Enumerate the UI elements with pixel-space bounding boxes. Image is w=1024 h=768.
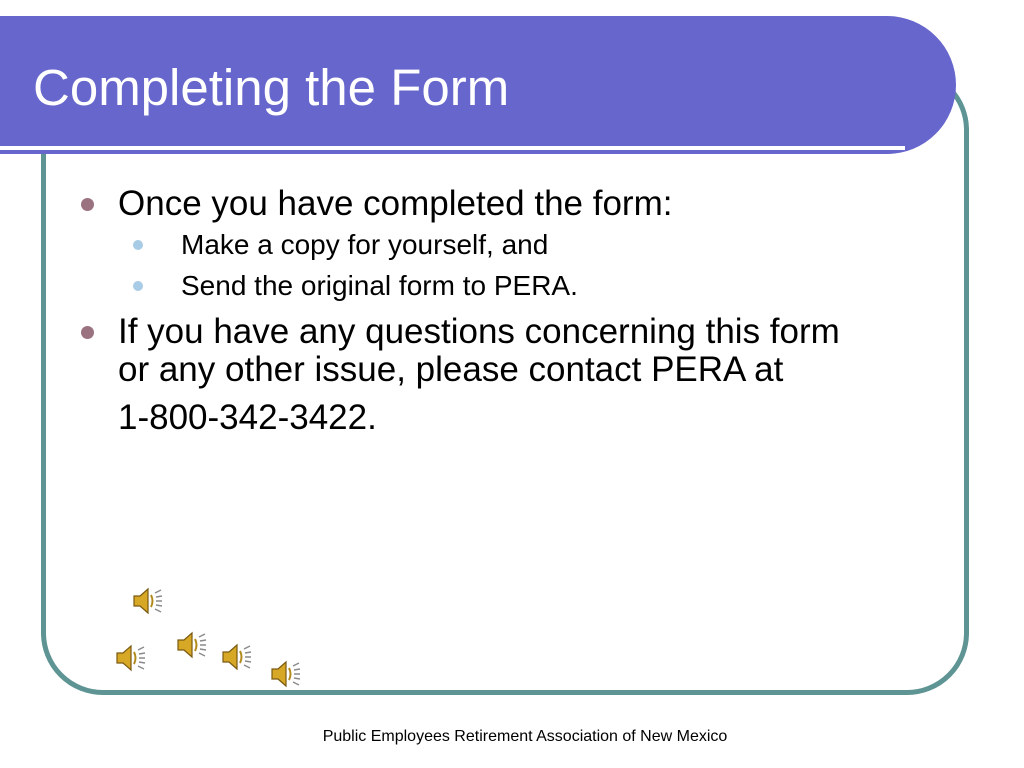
bullet-text: Once you have completed the form: [118, 184, 673, 223]
title-underline [0, 146, 905, 150]
speaker-icon[interactable] [219, 640, 253, 674]
bullet-dot [81, 198, 94, 211]
bullet-dot [81, 326, 94, 339]
speaker-icon[interactable] [268, 657, 302, 691]
bullet-text-line: If you have any questions concerning this form [118, 312, 840, 351]
sub-bullet-dot [133, 281, 143, 291]
speaker-icon[interactable] [113, 641, 147, 675]
speaker-icon[interactable] [174, 628, 208, 662]
slide-title: Completing the Form [33, 59, 510, 116]
bullet-text-line: or any other issue, please contact PERA at [118, 350, 784, 389]
sub-bullet-text: Send the original form to PERA. [181, 270, 578, 301]
phone-number: 1-800-342-3422. [118, 398, 377, 437]
sub-bullet-dot [133, 240, 143, 250]
sub-bullet-text: Make a copy for yourself, and [181, 229, 549, 260]
speaker-icon[interactable] [130, 584, 164, 618]
title-bar [0, 16, 956, 154]
slide-footer: Public Employees Retirement Association of New Mexico [322, 728, 728, 745]
